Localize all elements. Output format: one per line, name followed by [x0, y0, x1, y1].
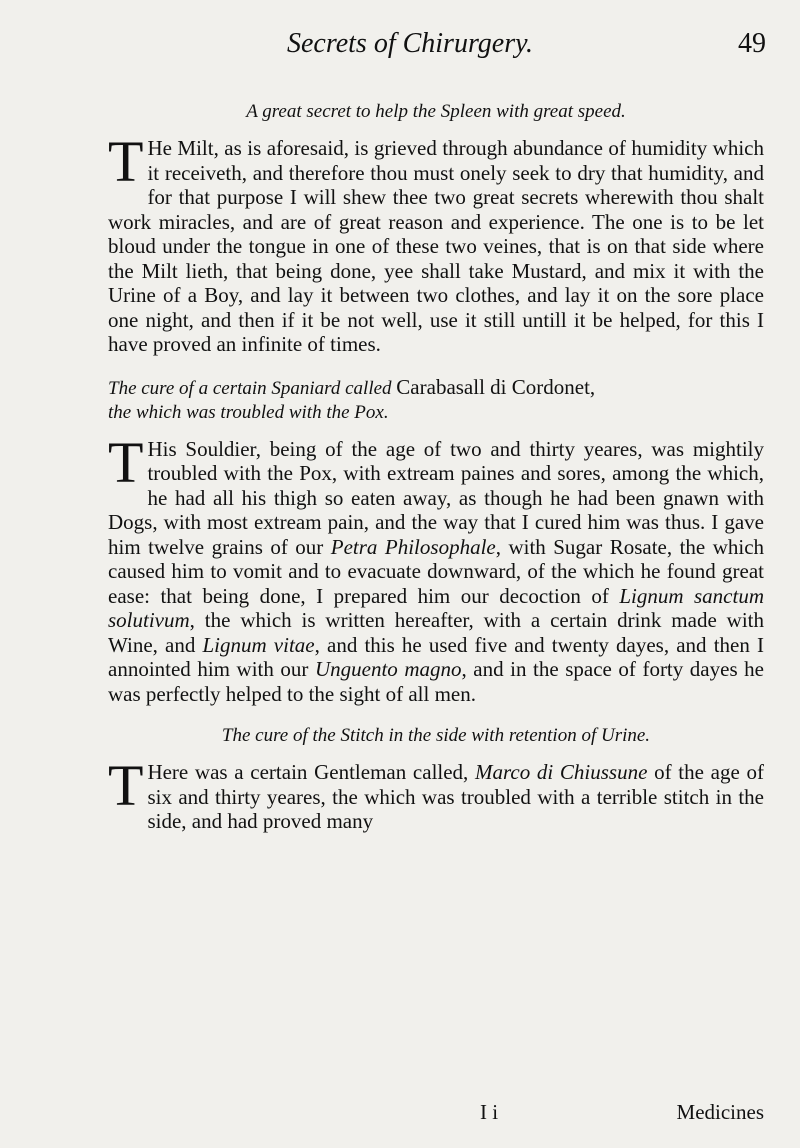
- italic-term: Marco di Chiussune: [475, 760, 648, 784]
- section-heading-spleen: A great secret to help the Spleen with great speed.: [246, 101, 626, 122]
- italic-term: Lignum vitae: [202, 632, 315, 657]
- running-title: Secrets of Chirurgery.: [287, 28, 534, 59]
- catchword: Medicines: [676, 1100, 764, 1124]
- section-heading-stitch: The cure of the Stitch in the side with retention of Urine.: [221, 725, 651, 746]
- italic-term: Unguento magno: [314, 657, 462, 681]
- drop-cap: T: [108, 429, 144, 495]
- heading-second-line: the which was troubled with the Pox.: [108, 401, 389, 423]
- italic-term: Petra Philosophale: [330, 534, 496, 559]
- text-run: , with Sugar Rosate, the which caused him to vomit and to evacuate downward, of the which he found great ease: that being done, I prepared him our decoction of: [108, 534, 765, 608]
- text-run: He Milt, as is aforesaid, is grieved through abundance of humidity which it receiveth, and therefore thou must onely seek to dry that humidity, and for that purpose I will shew thee two great secrets wherewith thou shalt work miracles, and are of great reason and experience. The one is to be let bloud under the tongue in one of these two veines, that is on that side where the Milt lieth, that being done, yee shall take Mustard, and mix it with the Urine of a Boy, and lay it between two clothes, and lay it on the sore place one night, and then if it be not well, use it still untill it be helped, for this I have proved an infinite of times.: [108, 136, 764, 356]
- section-paragraph-stitch: [108, 753, 764, 834]
- paragraph-text: [108, 129, 764, 356]
- text-run: Here was a certain Gentleman called,: [147, 760, 475, 784]
- text-run: , and in the space of forty dayes he was perfectly helped to the sight of all men.: [108, 657, 764, 706]
- heading-name-part: Carabasall di Cordonet,: [396, 374, 596, 399]
- paragraph-text: [147, 760, 764, 833]
- drop-cap: T: [108, 753, 144, 818]
- text-run: , the which is written hereafter, with a certain drink made with Wine, and: [108, 608, 764, 657]
- page-footer: [108, 1100, 764, 1126]
- signature-mark: I i: [480, 1100, 499, 1124]
- paragraph-text: [108, 429, 765, 706]
- page-number: 49: [738, 28, 766, 59]
- heading-italic-part: The cure of a certain Spaniard called: [108, 377, 397, 399]
- italic-term: Lignum sanctum solutivum: [108, 583, 764, 632]
- section-paragraph-spleen: [108, 129, 764, 357]
- text-run: His Souldier, being of the age of two and thirty yeares, was mightily troubled with the Pox, with extream paines and sores, among the which, he had all his thigh so eaten away, as though he had been gnawn with Dogs, with most extream pain, and the way that I cured him was thus. I gave him twelve grains of our: [108, 436, 764, 559]
- drop-cap: T: [108, 129, 144, 194]
- page-body: [108, 100, 764, 852]
- text-run: of the age of six and thirty yeares, the which was troubled with a terrible stitch in the side, and had proved many: [147, 760, 764, 833]
- section-heading-spaniard: [108, 375, 764, 425]
- text-run: , and this he used five and twenty dayes, and then I annointed him with our: [108, 632, 764, 681]
- section-paragraph-spaniard: [108, 429, 765, 707]
- page-header: [0, 28, 800, 72]
